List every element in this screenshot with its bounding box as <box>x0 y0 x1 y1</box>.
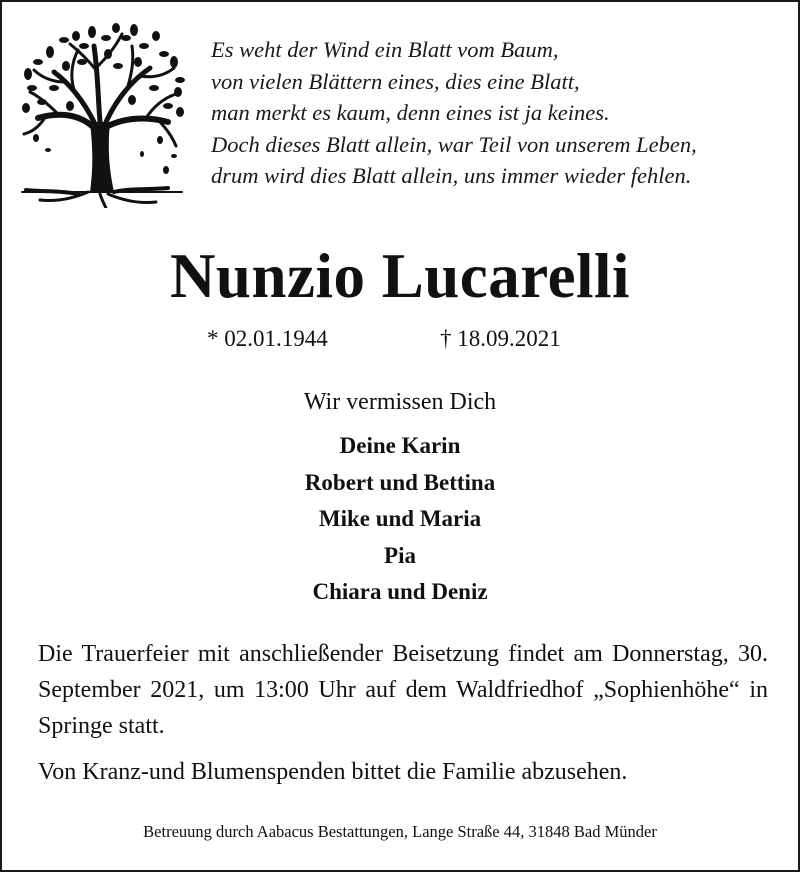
poem-line: drum wird dies Blatt allein, uns immer wieder fehlen. <box>211 163 692 188</box>
death-date: † 18.09.2021 <box>440 326 561 351</box>
deceased-name: Nunzio Lucarelli <box>169 241 631 311</box>
poem-line: von vielen Blättern eines, dies eine Blatt, <box>211 68 580 94</box>
mourner-name: Mike und Maria <box>318 506 482 531</box>
birth-date: * 02.01.1944 <box>207 326 328 351</box>
mourners-list <box>2 428 798 611</box>
poem-line: Es weht der Wind ein Blatt vom Baum, <box>211 37 559 62</box>
mourner-name: Pia <box>384 542 416 568</box>
poem-line: man merkt es kaum, denn eines ist ja keines. <box>211 100 610 125</box>
undertaker-footer: Betreuung durch Aabacus Bestattungen, Lange Straße 44, 31848 Bad Münder <box>143 822 657 841</box>
mourners-intro: Wir vermissen Dich <box>303 389 497 415</box>
wreath-note: Von Kranz-und Blumenspenden bittet die Familie abzusehen. <box>38 759 628 785</box>
mourner-name: Robert und Bettina <box>304 469 496 495</box>
funeral-announcement: Die Trauerfeier mit anschließender Beisetzung findet am Donnerstag, 30. September 2021, um 13:00 Uhr auf dem Waldfriedhof „Sophienhöhe“ in Springe statt. <box>38 641 768 739</box>
poem-line: Doch dieses Blatt allein, war Teil von unserem Leben, <box>211 131 697 157</box>
tree-icon <box>18 22 186 208</box>
poem <box>211 34 781 192</box>
mourner-name: Chiara und Deniz <box>312 579 488 604</box>
mourner-name: Deine Karin <box>339 433 461 458</box>
